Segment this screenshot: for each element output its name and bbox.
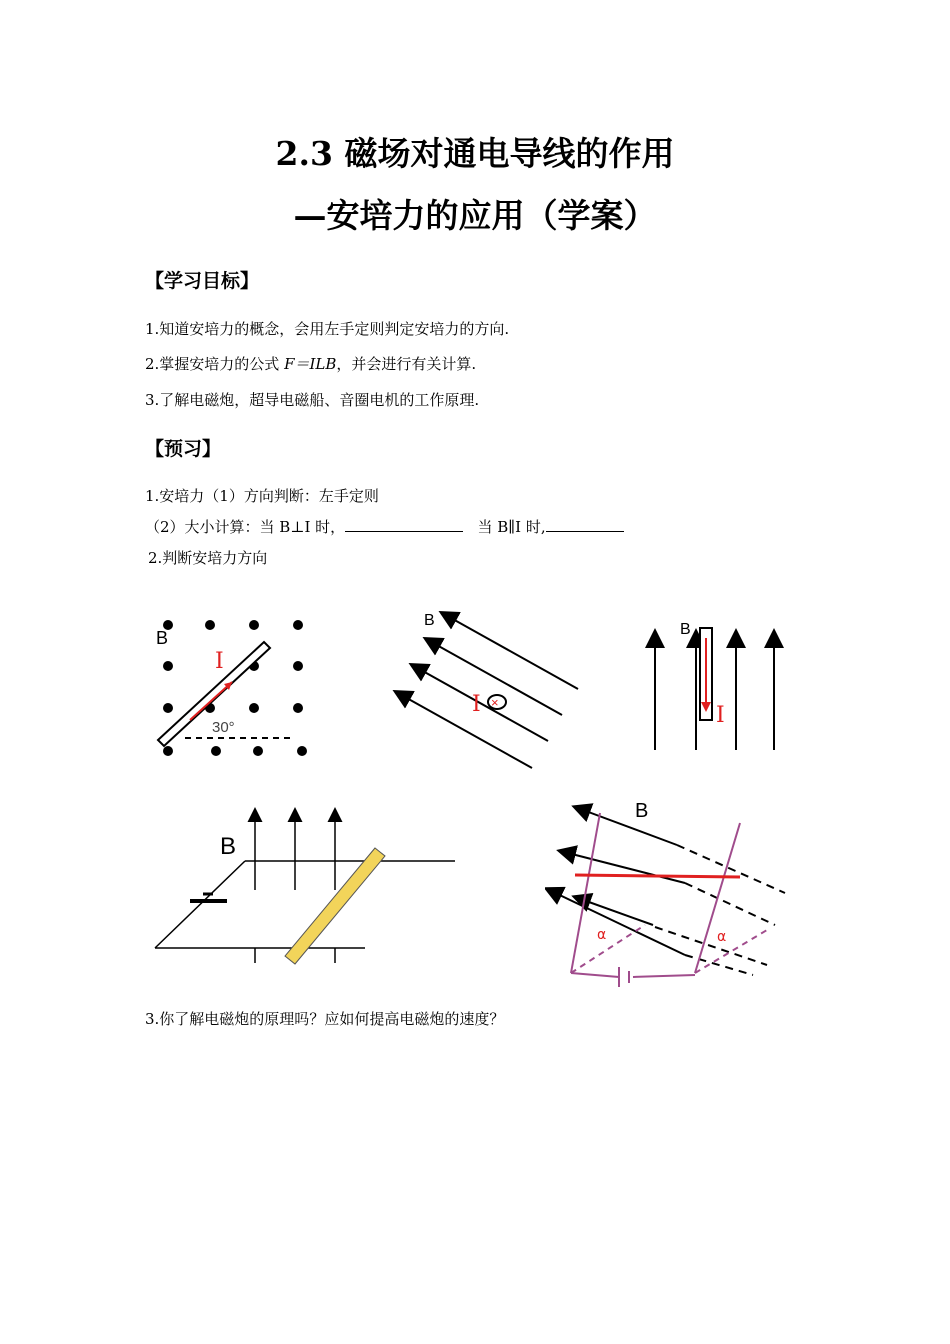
fig2-b-label: B — [424, 612, 435, 629]
fig1-i-label: I — [215, 649, 224, 674]
field-lines-solid — [547, 807, 685, 955]
goal-item-1: 1.知道安培力的概念，会用左手定则判定安培力的方向. — [145, 320, 510, 338]
figure-4 — [145, 798, 465, 973]
answer-blank-parallel[interactable] — [546, 517, 624, 532]
fig2-i-label: I — [472, 692, 481, 717]
alpha-left: α — [597, 927, 607, 943]
preview-heading: 【预习】 — [145, 438, 222, 460]
goal-item-3: 3.了解电磁炮，超导电磁船、音圈电机的工作原理. — [145, 391, 480, 409]
svg-text:×: × — [491, 695, 499, 710]
red-conductor — [575, 875, 740, 877]
current-arrow — [190, 682, 232, 720]
field-lines — [396, 613, 578, 768]
goal-item-2-formula: F＝ILB — [284, 355, 337, 373]
preview-q1b — [145, 516, 624, 537]
battery-symbol — [619, 967, 629, 987]
goals-heading: 【学习目标】 — [145, 270, 260, 292]
battery-symbol — [190, 894, 227, 901]
fig3-b-label: B — [680, 621, 691, 638]
preview-q1: 1.安培力（1）方向判断：左手定则 — [145, 487, 379, 505]
angle-label: 30° — [212, 719, 235, 736]
preview-q1b-prefix: （2）大小计算：当 B⊥I 时， — [145, 518, 346, 536]
figure-2 — [390, 605, 590, 775]
preview-q2: 2.判断安培力方向 — [148, 549, 268, 567]
field-lines — [255, 810, 335, 963]
figure-5 — [545, 795, 795, 1000]
field-lines-dashed — [655, 845, 785, 975]
field-lines — [655, 632, 774, 750]
fig1-b-label: B — [156, 628, 169, 648]
goal-item-2-prefix: 2.掌握安培力的公式 — [145, 355, 285, 373]
goal-item-2 — [145, 353, 476, 374]
preview-q3: 3.你了解电磁炮的原理吗？应如何提高电磁炮的速度？ — [145, 1010, 505, 1028]
preview-q1b-middle: 当 B∥I 时, — [472, 518, 546, 536]
figure-3 — [640, 612, 800, 757]
goal-item-2-suffix: ，并会进行有关计算. — [336, 355, 477, 373]
answer-blank-perpendicular[interactable] — [345, 517, 463, 532]
title-line-1: 2.3 磁场对通电导线的作用 — [275, 134, 675, 173]
figure-1 — [140, 600, 330, 770]
field-dots — [163, 620, 307, 756]
title-line-2: —安培力的应用（学案） — [293, 196, 657, 235]
fig5-b-label: B — [635, 800, 649, 822]
alpha-right: α — [717, 929, 727, 945]
fig3-i-label: I — [716, 703, 725, 728]
fig4-b-label: B — [220, 833, 237, 860]
